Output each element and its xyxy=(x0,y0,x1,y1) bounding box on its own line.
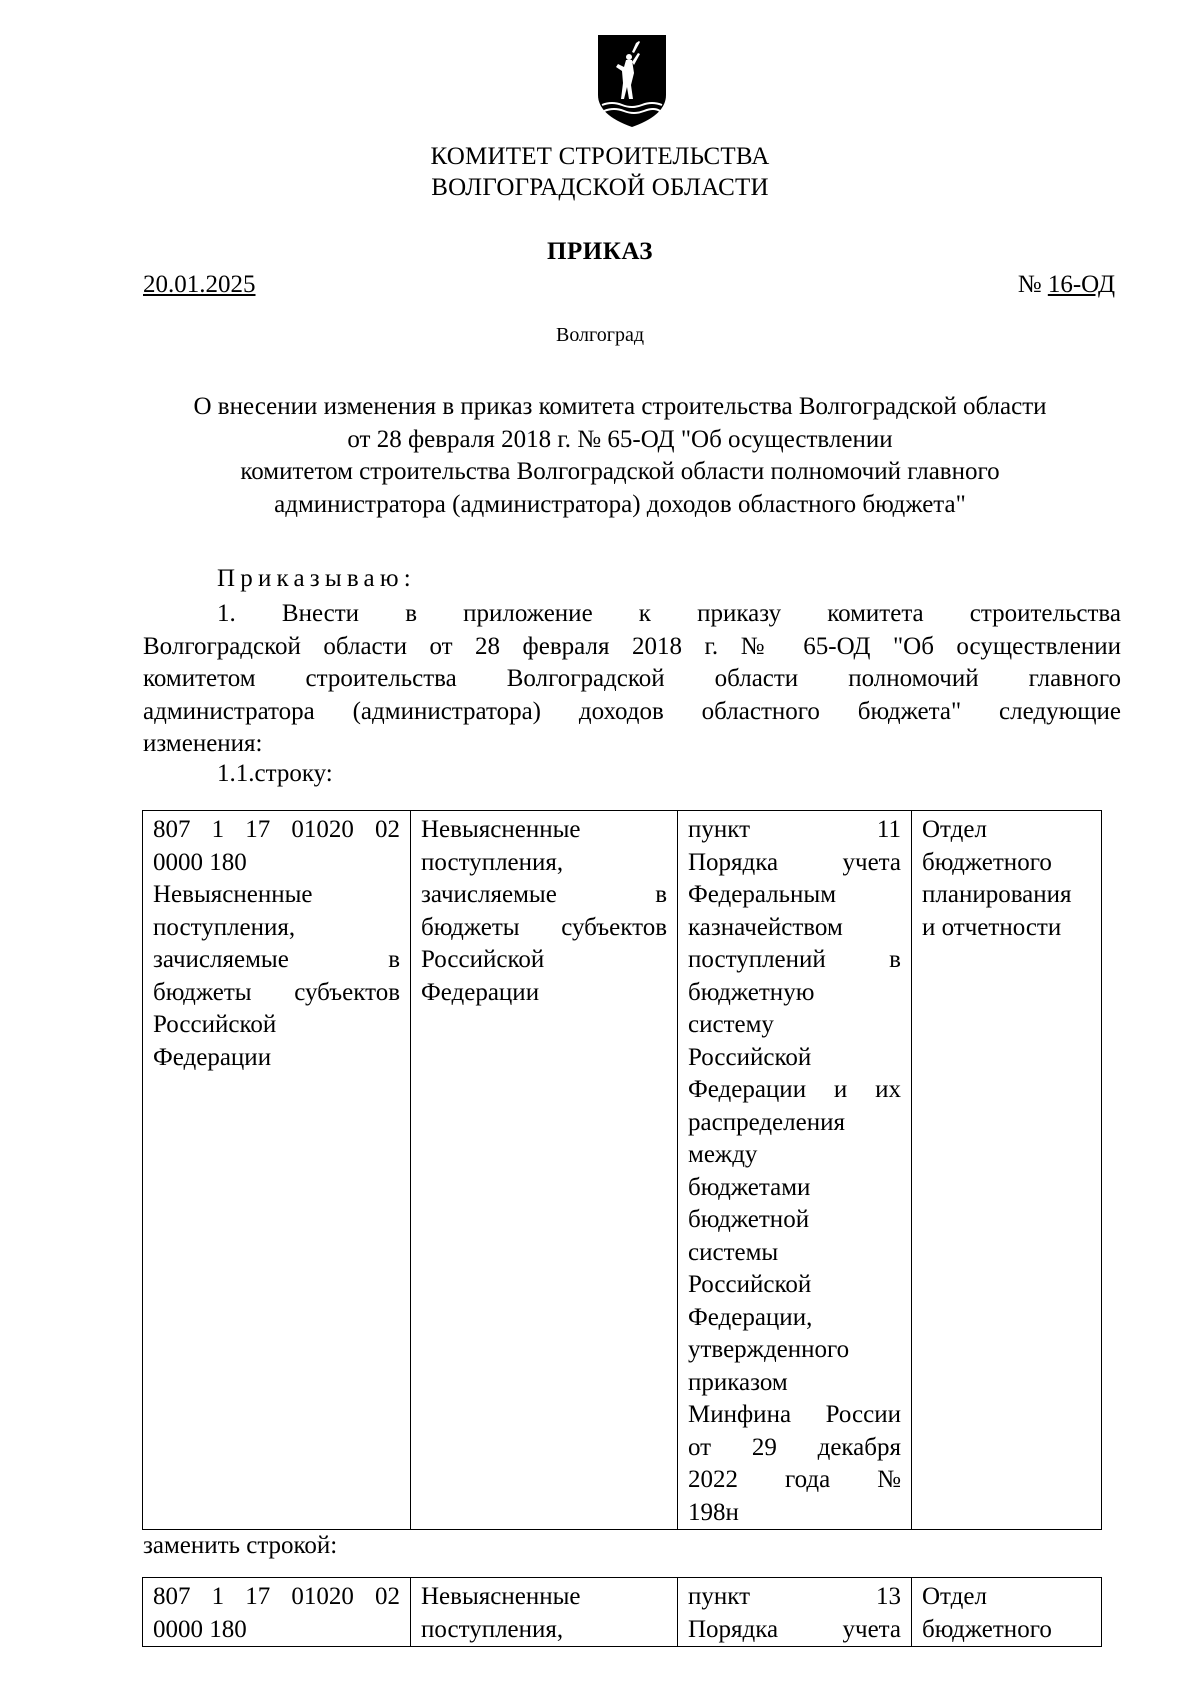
cell-line: Отдел xyxy=(922,1583,987,1610)
cell-line: Федерации, xyxy=(688,1303,813,1331)
cell-code xyxy=(143,1578,411,1647)
cell-line: Минфина России xyxy=(688,1401,901,1428)
number-value: 16-ОД xyxy=(1047,271,1115,298)
cell-line: бюджетной xyxy=(688,1206,810,1233)
city: Волгоград xyxy=(555,324,645,346)
title-line: комитетом строительства Волгоградской области полномочий главного xyxy=(240,458,1000,485)
cell-line: 198н xyxy=(688,1498,739,1526)
cell-department xyxy=(912,811,1102,1530)
cell-department xyxy=(912,1578,1102,1647)
cell-line: Федерации xyxy=(153,1043,272,1071)
cell-name xyxy=(411,1578,678,1647)
cell-line: 2022 года № xyxy=(688,1466,901,1493)
cell-line: казначейством xyxy=(688,913,843,941)
cell-line: Российской xyxy=(688,1043,812,1071)
cell-line: 807 1 17 01020 02 xyxy=(153,1583,400,1610)
table-new-row xyxy=(142,1577,1102,1647)
cell-line: поступлений в xyxy=(688,946,901,973)
cell-line: утвержденного xyxy=(688,1336,850,1363)
paragraph-line: 1. Внести в приложение к приказу комитета строительства xyxy=(217,600,1121,627)
cell-line: между xyxy=(688,1141,758,1168)
table-row xyxy=(143,1578,1102,1647)
cell-line: планирования xyxy=(922,881,1072,908)
number-prefix: № xyxy=(1017,271,1048,298)
paragraph-1 xyxy=(143,598,1121,761)
cell-line: зачисляемые в xyxy=(421,881,667,908)
cell-line: от 29 декабря xyxy=(688,1433,901,1461)
document-number xyxy=(1018,271,1115,299)
cell-line: поступления, xyxy=(421,848,564,876)
cell-line: Порядка учета xyxy=(688,848,901,876)
cell-line: систему xyxy=(688,1011,774,1038)
cell-line: Российской xyxy=(153,1011,277,1038)
cell-line: Федеральным xyxy=(688,881,837,908)
cell-line: и отчетности xyxy=(922,913,1062,941)
cell-line: бюджетами xyxy=(688,1173,811,1201)
cell-line: Федерации xyxy=(421,978,540,1006)
cell-line: Невыясненные xyxy=(421,1583,581,1610)
order-word: Приказываю: xyxy=(217,565,416,592)
coat-of-arms-emblem xyxy=(596,33,668,129)
paragraph-line: комитетом строительства Волгоградской области полномочий главного xyxy=(143,665,1121,692)
cell-basis xyxy=(678,1578,912,1647)
cell-line: распределения xyxy=(688,1108,845,1136)
title-line: администратора (администратора) доходов областного бюджета" xyxy=(274,490,966,518)
cell-line: Российской xyxy=(688,1271,812,1298)
document-title xyxy=(130,391,1110,521)
replace-text: заменить строкой: xyxy=(143,1532,338,1559)
cell-line: 0000 180 xyxy=(153,848,247,876)
paragraph-line: изменения: xyxy=(143,730,263,757)
cell-line: 807 1 17 01020 02 xyxy=(153,816,400,843)
cell-line: бюджетного xyxy=(922,1615,1052,1643)
cell-line: Невыясненные xyxy=(421,816,581,843)
title-line: от 28 февраля 2018 г. № 65-ОД "Об осуществлении xyxy=(347,425,893,453)
cell-line: бюджетную xyxy=(688,978,815,1006)
cell-line: Порядка учета xyxy=(688,1615,901,1643)
organization-name-line-2: ВОЛГОГРАДСКОЙ ОБЛАСТИ xyxy=(431,174,769,201)
title-line: О внесении изменения в приказ комитета строительства Волгоградской области xyxy=(193,393,1047,420)
cell-line: Отдел xyxy=(922,816,987,843)
cell-line: Российской xyxy=(421,946,545,973)
cell-line: пункт 11 xyxy=(688,816,901,843)
cell-line: бюджеты субъектов xyxy=(153,978,400,1006)
table-row xyxy=(143,811,1102,1530)
cell-line: поступления, xyxy=(421,1615,564,1643)
cell-basis xyxy=(678,811,912,1530)
cell-line: системы xyxy=(688,1238,779,1266)
cell-line: поступления, xyxy=(153,913,296,941)
organization-name-line-1: КОМИТЕТ СТРОИТЕЛЬСТВА xyxy=(430,143,770,170)
cell-line: зачисляемые в xyxy=(153,946,400,973)
paragraph-line: администратора (администратора) доходов областного бюджета" следующие xyxy=(143,697,1121,725)
paragraph-line: Волгоградской области от 28 февраля 2018 г. № 65-ОД "Об осуществлении xyxy=(143,632,1121,660)
document-date: 20.01.2025 xyxy=(143,271,256,298)
cell-line: приказом xyxy=(688,1368,788,1396)
table-new-row-wrapper xyxy=(0,1577,1200,1697)
cell-line: бюджеты субъектов xyxy=(421,913,667,941)
cell-line: бюджетного xyxy=(922,848,1052,876)
cell-line: Невыясненные xyxy=(153,881,313,908)
document-type: ПРИКАЗ xyxy=(547,238,653,265)
cell-code xyxy=(143,811,411,1530)
cell-name xyxy=(411,811,678,1530)
subitem-1-1: 1.1.строку: xyxy=(217,760,333,787)
cell-line: Федерации и их xyxy=(688,1076,901,1103)
table-old-row xyxy=(142,810,1102,1530)
cell-line: пункт 13 xyxy=(688,1583,901,1610)
cell-line: 0000 180 xyxy=(153,1615,247,1643)
